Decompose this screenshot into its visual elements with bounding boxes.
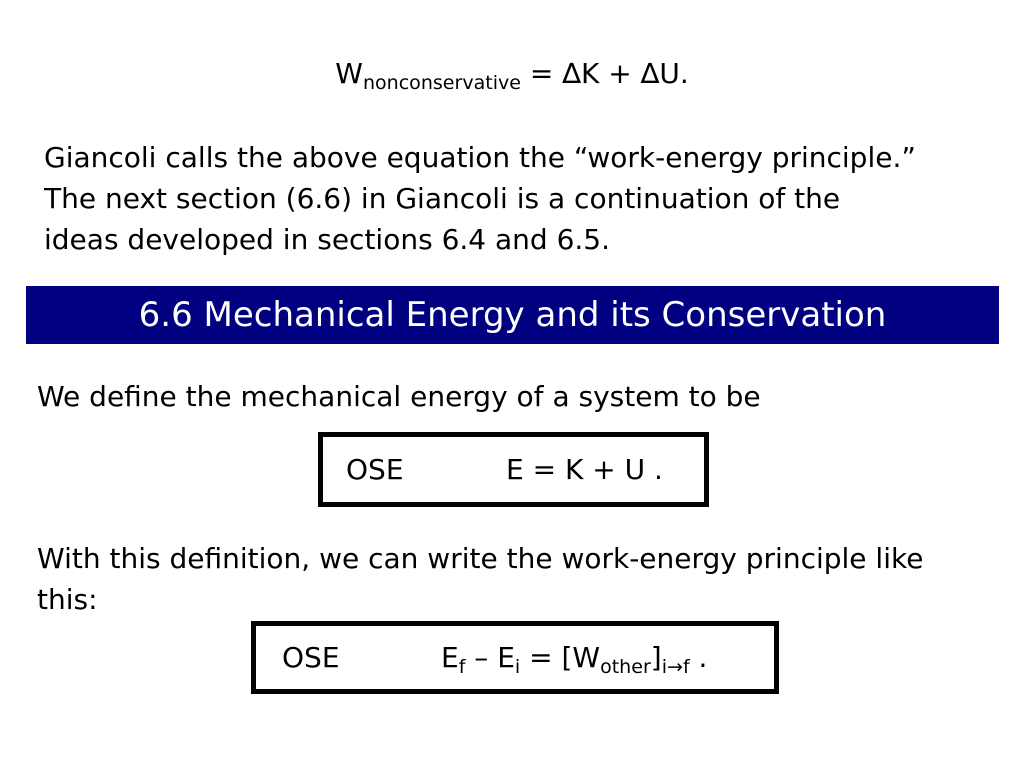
- other-subscript: other: [600, 656, 651, 679]
- equals-work-term: = [W: [520, 641, 601, 674]
- equation-end: .: [689, 641, 708, 674]
- closing-bracket: ]: [650, 641, 662, 674]
- definition-text: We define the mechanical energy of a system to be: [37, 380, 761, 413]
- ose-label: OSE: [346, 453, 404, 486]
- work-energy-equation-box: [251, 621, 779, 694]
- section-title-banner: [26, 286, 999, 344]
- initial-subscript: i: [514, 656, 521, 679]
- final-subscript: f: [458, 656, 466, 679]
- initial-energy-term: – E: [465, 641, 515, 674]
- range-subscript: i→f: [661, 656, 690, 679]
- section-title: 6.6 Mechanical Energy and its Conservation: [138, 295, 887, 335]
- mechanical-energy-equation: E = K + U .: [506, 453, 663, 486]
- followup-line: With this definition, we can write the work-energy principle like: [37, 542, 924, 575]
- intro-line: ideas developed in sections 6.4 and 6.5.: [44, 223, 611, 256]
- mechanical-energy-equation-box: [318, 432, 709, 507]
- intro-paragraph: [44, 137, 1004, 260]
- equation-w-subscript: nonconservative: [362, 72, 521, 95]
- equation-w: W: [335, 57, 363, 90]
- followup-text: [37, 538, 1007, 620]
- followup-line: this:: [37, 583, 98, 616]
- work-nonconservative-equation: [0, 54, 1024, 94]
- final-energy-symbol: E: [441, 641, 459, 674]
- ose-label: OSE: [282, 641, 340, 674]
- intro-line: The next section (6.6) in Giancoli is a continuation of the: [44, 182, 841, 215]
- equation-rhs: = ∆K + ∆U.: [520, 57, 689, 90]
- intro-line: Giancoli calls the above equation the “work-energy principle.”: [44, 141, 916, 174]
- work-energy-equation: [441, 626, 707, 689]
